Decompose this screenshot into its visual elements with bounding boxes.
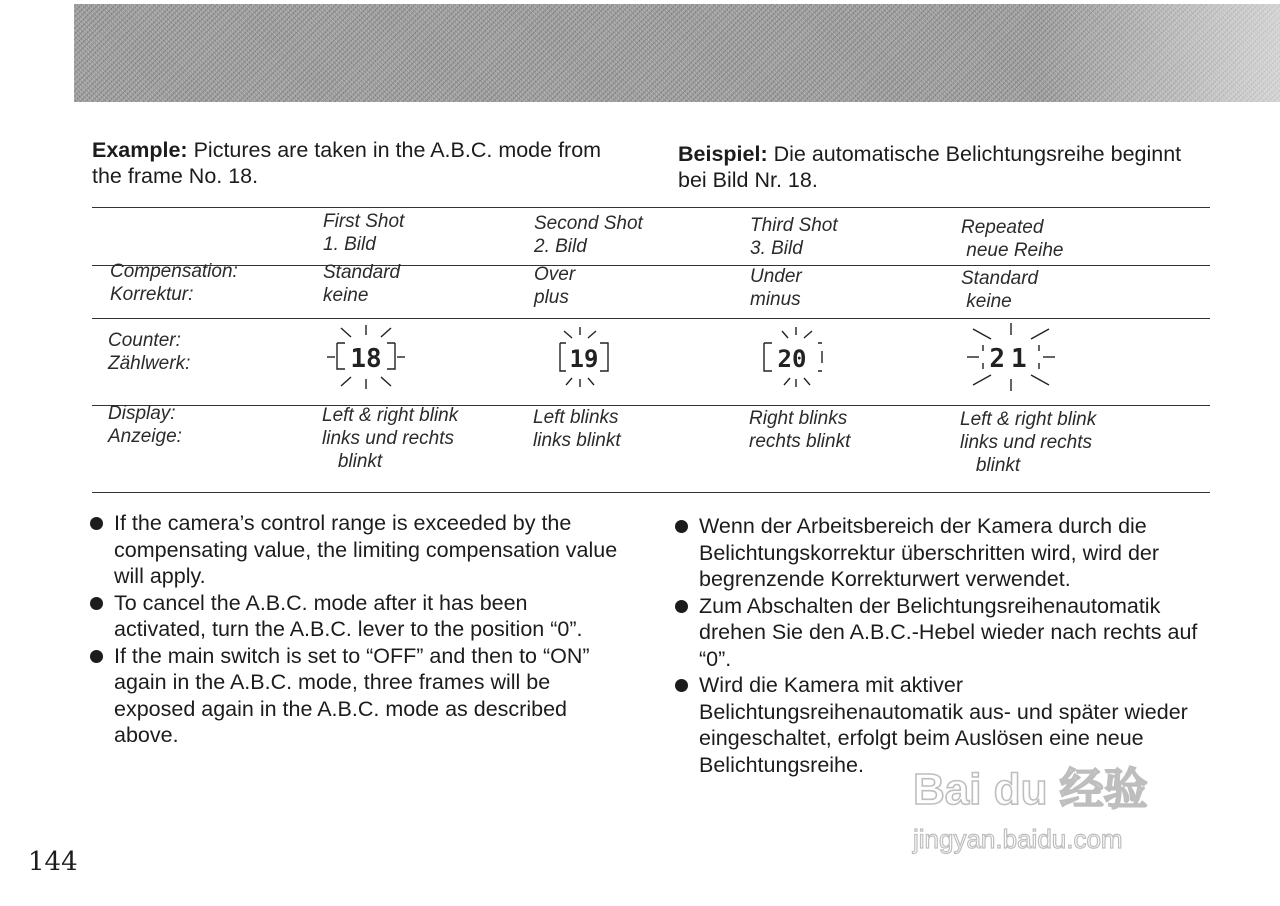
counter-display-18 [327, 323, 407, 391]
display-value-2: Left blinks links blinkt [533, 407, 621, 451]
counter-label: Counter: Zählwerk: [108, 330, 191, 374]
baidu-watermark-logo [905, 752, 1205, 862]
table-rule-top [92, 207, 1210, 208]
header-halftone-band [74, 4, 1280, 102]
display-value-3: Right blinks rechts blinkt [749, 408, 851, 452]
intro-german [678, 141, 1198, 193]
bullet-dot-icon [675, 520, 688, 533]
watermark-url: jingyan.baidu.com [913, 824, 1123, 854]
compensation-value-3: Under minus [750, 266, 802, 310]
table-rule-1 [92, 265, 1210, 266]
counter-display-19 [550, 323, 620, 391]
intro-german-label: Beispiel: [678, 142, 768, 166]
column-header-2: Second Shot 2. Bild [534, 213, 643, 257]
display-value-4: Left & right blink links und rechts blinkt [960, 409, 1097, 476]
abc-sequence-table [92, 207, 1210, 495]
display-label: Display: Anzeige: [108, 403, 182, 447]
intro-english [92, 137, 632, 189]
table-rule-2 [92, 318, 1210, 319]
list-item: Zum Abschalten der Belichtungsreihenautomatik drehen Sie den A.B.C.-Hebel wieder nach rechts auf “0”. [675, 593, 1215, 673]
table-rule-bottom [92, 492, 1210, 493]
bullet-dot-icon [90, 597, 103, 610]
counter-digits: 19 [569, 345, 599, 373]
list-item: Wenn der Arbeitsbereich der Kamera durch die Belichtungskorrektur überschritten wird, wird der begrenzende Korrekturwert verwendet. [675, 513, 1215, 593]
page-number: 144 [28, 847, 78, 877]
column-header-4: Repeated neue Reihe [961, 217, 1064, 261]
list-item: To cancel the A.B.C. mode after it has been activated, turn the A.B.C. lever to the position “0”. [90, 590, 620, 643]
bullet-list-german [675, 513, 1215, 778]
counter-display-21 [965, 321, 1055, 393]
list-item: If the main switch is set to “OFF” and then to “ON” again in the A.B.C. mode, three frames will be exposed again in the A.B.C. mode as described above. [90, 643, 620, 749]
counter-display-20 [760, 323, 830, 391]
compensation-value-4: Standard keine [961, 268, 1039, 312]
list-item: If the camera’s control range is exceeded by the compensating value, the limiting compensation value will apply. [90, 510, 620, 590]
list-item: Wird die Kamera mit aktiver Belichtungsreihenautomatik aus- und später wieder eingeschaltet, erfolgt beim Auslösen eine neue Belichtungsreihe. [675, 672, 1215, 778]
compensation-value-2: Over plus [534, 264, 576, 308]
column-header-1: First Shot 1. Bild [323, 211, 405, 255]
counter-digits: 21 [989, 344, 1033, 374]
bullet-dot-icon [675, 679, 688, 692]
bullet-dot-icon [90, 650, 103, 663]
bullet-list-english [90, 510, 620, 749]
display-value-1: Left & right blink links und rechts blinkt [322, 405, 459, 472]
watermark-brand: Bai du 经验 [913, 765, 1148, 814]
compensation-value-1: Standard keine [323, 262, 401, 306]
bullet-dot-icon [675, 600, 688, 613]
intro-english-label: Example: [92, 138, 188, 162]
bullet-dot-icon [90, 517, 103, 530]
counter-digits: 18 [350, 344, 382, 374]
intro-german-text: Die automatische Belichtungsreihe beginnt bei Bild Nr. 18. [678, 142, 1182, 192]
intro-english-text: Pictures are taken in the A.B.C. mode from the frame No. 18. [92, 138, 602, 188]
compensation-label: Compensation: Korrektur: [110, 261, 238, 305]
table-rule-3 [92, 405, 1210, 406]
counter-digits: 20 [777, 345, 807, 373]
column-header-3: Third Shot 3. Bild [750, 215, 838, 259]
